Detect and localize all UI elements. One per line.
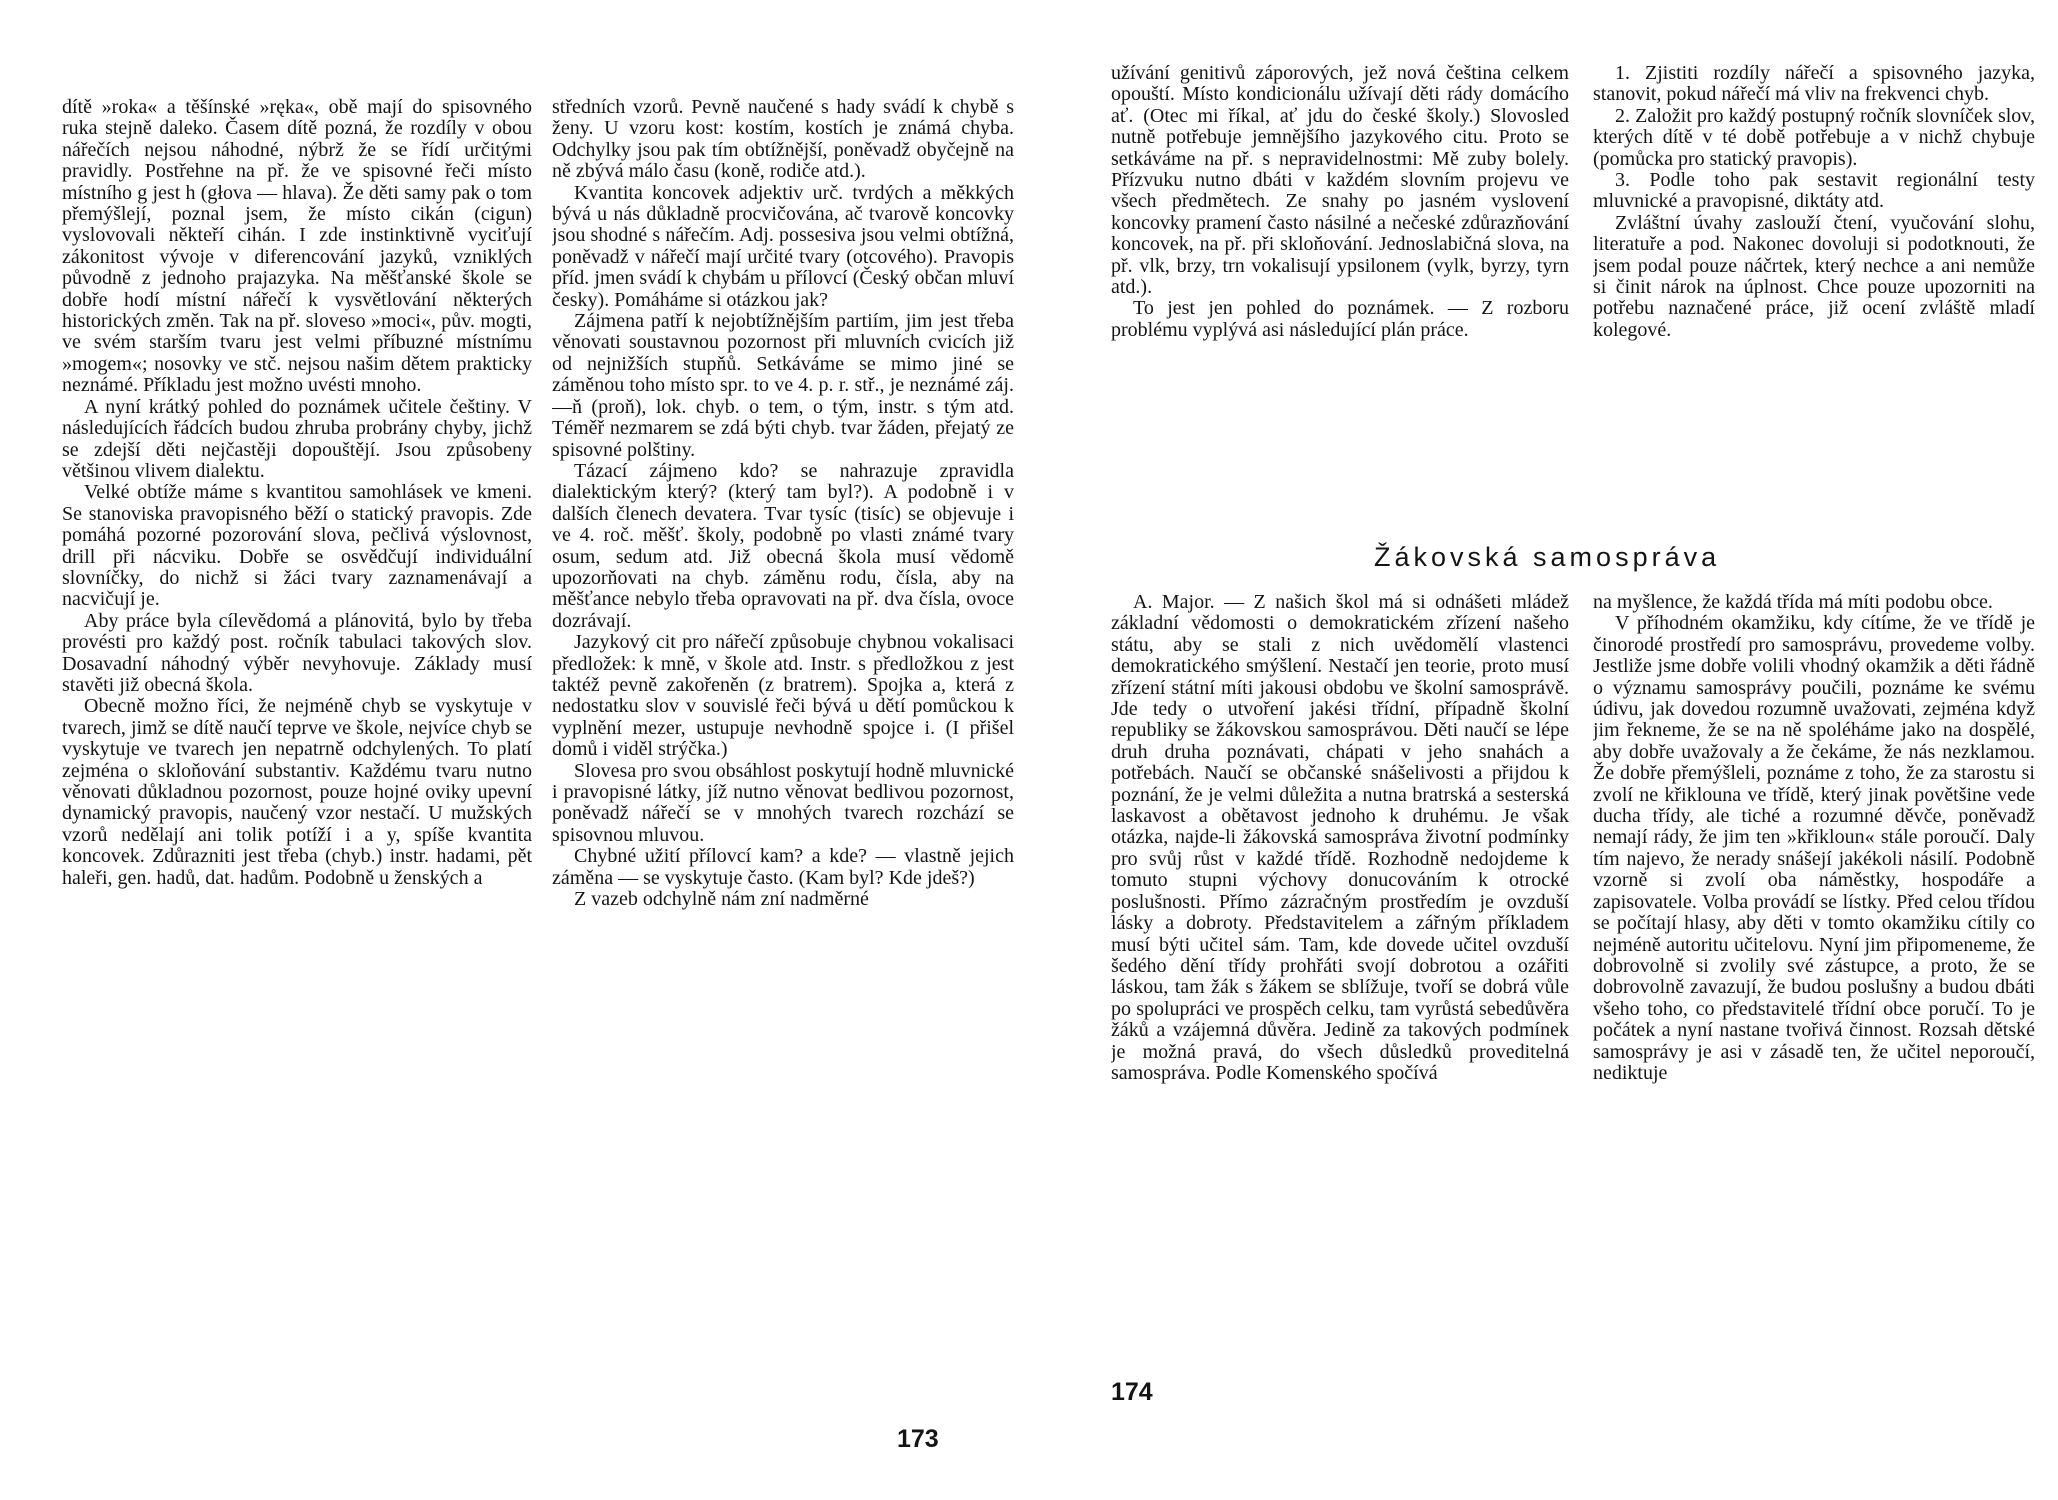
paragraph: Jazykový cit pro nářečí způsobuje chybnou vokalisaci předložek: k mně, v škole atd. Instr. s předložkou z jest taktéž pevně zakořeněn (z bratrem). Spojka a, která z nedostatku slov v souvislé řeči bývá u dětí pomůckou k vyplnění mezer, ustupuje nevhodně spojce i. (I přišel domů i viděl strýčka.) [552,631,1014,761]
paragraph: užívání genitivů záporových, jež nová čeština celkem opouští. Místo kondicionálu užívají děti rády domácího ať. (Otec mi říkal, ať jdu do české školy.) Slovosled nutně potřebuje jemnějšího jazykového citu. Proto se setkáváme na př. s nepravidelnostmi: Mě zuby bolely. Přízvuku nutno dbáti v každém slovním projevu ve všech předmětech. Ze snahy po jasném vyslovení koncovky pramení často násilné a nečeské zdůrazňování koncovek, na př. při skloňování. Jednoslabičná slova, na př. vlk, brzy, trn vokalisují ypsilonem (vylk, byrzy, tyrn atd.). [1111,63,1569,299]
paragraph: Zvláštní úvahy zaslouží čtení, vyučování slohu, literatuře a pod. Nakonec dovoluji si podotknouti, že jsem podal pouze náčrtek, který nechce a ani nemůže si činit nárok na úplnost. Chce pouze upozorniti na potřebu naznačené práce, již ocení zvláště mladí kolegové. [1593,211,2035,341]
paragraph: Zájmena patří k nejobtížnějším partiím, jim jest třeba věnovati soustavnou pozornost při mluvních cvicích již od nejnižších stupňů. Setkáváme se mimo jiné se záměnou toho místo spr. to ve 4. p. r. stř., je neznámé záj. —ň (proň), lok. chyb. o tem, o tým, instr. s tým atd. Téměř nezmarem se zdá býti chyb. tvar žáden, přejatý ze spisovné polštiny. [552,310,1014,461]
paragraph: Slovesa pro svou obsáhlost poskytují hodně mluvnické i pravopisné látky, jíž nutno věnovat bedlivou pozornost, poněvadž nářečí se v mnohých tvarech rozchází se spisovnou mluvou. [552,759,1014,846]
paragraph: Tázací zájmeno kdo? se nahrazuje zpravidla dialektickým který? (který tam byl?). A podobně i v dalších členech devatera. Tvar tysíc (tisíc) se objevuje i ve 4. roč. měšť. školy, podobně po vlasti známé tvary osum, sedum atd. Již obecná škola musí vědomě upozorňovati na chyb. záměnu rodu, čísla, aby na měšťance nebylo třeba opravovati na př. dva čísla, ovoce dozrávají. [552,459,1014,632]
paragraph: A. Major. — Z našich škol má si odnášeti mládež základní vědomosti o demokratickém zřízení našeho státu, aby se stali z nich uvědomělí vlastenci demokratického smýšlení. Nestačí jen teorie, proto musí zřízení státní míti jakousi obdobu ve školní samosprávě. Jde tedy o utvoření jakési třídní, případně školní republiky se žákovskou samosprávou. Děti naučí se lépe druh druha poznávati, chápati v jeho snahách a potřebách. Naučí se občanské snášelivosti a přijdou k poznání, že je velmi důležita a nutna bratrská a sesterská laskavost a obětavost jednoho k druhému. Je však otázka, najde-li žákovská samospráva životní podmínky pro svůj růst v každé třídě. Rozhodně nedojdeme k tomuto stupni výchovy donucováním k otrocké poslušnosti. Přímo zázračným prostředím je ovzduší lásky a dobroty. Představitelem a zářným příkladem musí býti učitel sám. Tam, kde dovede učitel ovzduší šedého dění třídy prohřáti svojí dobrotou a ozářiti láskou, tam žák s žákem se sblížuje, tvoří se dobrá vůle po spolupráci ve prospěch celku, tam vyrůstá sebedůvěra žáků a vzájemná důvěra. Jedině za takových podmínek je možná pravá, do všech důsledků proveditelná samospráva. Podle Komenského spočívá [1111,592,1569,1084]
paragraph: Kvantita koncovek adjektiv urč. tvrdých a měkkých bývá u nás důkladně procvičována, ač tvarově koncovky jsou shodné s nářečím. Adj. possesiva jsou velmi obtížná, poněvadž v nářečí mají určité tvary (otcového). Pravopis příd. jmen svádí k chybám u přílovcí (Český občan mluví česky). Pomáháme si otázkou jak? [552,181,1014,311]
section-heading: Žákovská samospráva [1374,542,1721,572]
right-page-column-1 [1111,63,1569,523]
paragraph: Chybné užití přílovcí kam? a kde? — vlastně jejich záměna — se vyskytuje často. (Kam byl? Kde jdeš?) [552,845,1014,889]
paragraph: Aby práce byla cílevědomá a plánovitá, bylo by třeba provésti pro každý post. ročník tabulaci takových slov. Dosavadní náhodný výběr nevyhovuje. Základy musí stavěti již obecná škola. [62,609,532,696]
paragraph: dítě »roka« a těšínské »ręka«, obě mají do spisovného ruka stejně daleko. Časem dítě pozná, že rozdíly v obou nářečích nejsou náhodné, nýbrž že se řídí určitými pravidly. Postřehne na př. že ve spisovné řeči místo místního g jest h (głova — hlava). Že děti samy pak o tom přemýšlejí, poznal jsem, že místo cikán (cigun) vyslovovali někteří cihán. I zde instinktivně vyciťují zákonitost vývoje v diferencování jazyků, vzniklých původně z jednoho prajazyka. Na měšťanské škole se dobře hodí místní nářečí k vysvětlování některých historických změn. Tak na př. sloveso »moci«, pův. mogti, ve svém starším tvaru jest velmi příbuzné místnímu »mogem«; nosovky ve stč. nejsou našim dětem prakticky neznámé. Příkladu jest možno uvésti mnoho. [62,97,532,397]
page-number: 174 [1111,1378,1153,1406]
paragraph: Obecně možno říci, že nejméně chyb se vyskytuje v tvarech, jimž se dítě naučí teprve ve škole, nejvíce chyb se vyskytuje ve tvarech jen nepatrně odchylených. To platí zejména o skloňování substantiv. Každému tvaru nutno věnovati důkladnou pozornost, pouze hojné oviky upevní dynamický pravopis, naučený vzor nestačí. U mužských vzorů nedělají ani tolik potíží i a y, spíše kvantita koncovek. Zdůrazniti jest třeba (chyb.) instr. hadami, pět haleři, gen. hadů, dat. hadům. Podobně u ženských a [62,695,532,889]
list-item: 2. Založit pro každý postupný ročník slovníček slov, kterých dítě v té době potřebuje a v nichž chybuje (pomůcka pro statický pravopis). [1593,104,2035,170]
right-page-column-4 [1593,592,2035,1372]
left-page-column-1 [62,97,532,1377]
right-page-column-3 [1111,592,1569,1372]
paragraph: To jest jen pohled do poznámek. — Z rozboru problému vyplývá asi následující plán práce. [1111,297,1569,341]
page-number: 173 [897,1425,939,1453]
right-page [1029,0,2058,1500]
paragraph: na myšlence, že každá třída má míti podobu obce. [1593,592,1993,613]
right-page-column-2 [1593,63,2035,523]
paragraph: A nyní krátký pohled do poznámek učitele češtiny. V následujících řádcích budou zhruba probrány chyby, jichž se zdejší děti nejčastěji dopouštějí. Jsou způsobeny většinou vlivem dialektu. [62,395,532,482]
list-item: 3. Podle toho pak sestavit regionální testy mluvnické a pravopisné, diktáty atd. [1593,169,2035,213]
paragraph: středních vzorů. Pevně naučené s hady svádí k chybě s ženy. U vzoru kost: kostím, kostích je známá chyba. Odchylky jsou pak tím obtížnější, poněvadž obyčejně na ně zbývá málo času (koně, rodiče atd.). [552,97,1014,183]
list-item: 1. Zjistiti rozdíly nářečí a spisovného jazyka, stanovit, pokud nářečí má vliv na frekvenci chyb. [1593,63,2035,106]
paragraph: Velké obtíže máme s kvantitou samohlásek ve kmeni. Se stanoviska pravopisného běží o statický pravopis. Zde pomáhá pozorné pozorování slova, pečlivá výslovnost, drill při nácviku. Dobře se osvědčují individuální slovníčky, do nichž si žáci tvary zaznamenávají a nacvičují je. [62,481,532,611]
left-page-column-2 [552,97,1014,1377]
paragraph: Z vazeb odchylně nám zní nadměrné [574,888,869,911]
paragraph: V příhodném okamžiku, kdy cítíme, že ve třídě je činorodé prostředí pro samosprávu, provedeme volby. Jestliže jsme dobře volili vhodný okamžik a děti řádně o významu samosprávy poučili, poznáme ke svému údivu, jak dovedou rozumně uvažovati, zejména když jim řekneme, že se na ně spoléháme jako na dospělé, aby dobře uvažovaly a že čekáme, že nás nezklamou. Že dobře přemýšleli, poznáme z toho, že za starostu si zvolí ne křiklouna ve třídě, který jinak povětšine vede ducha třídy, ale tiché a rozumné děvče, poněvadž nemají rády, že jim ten »křikloun« stále poroučí. Daly tím najevo, že nerady snášejí jakékoli násilí. Podobně vzorně si zvolí oba náměstky, hospodáře a zapisovatele. Volba provádí se lístky. Před celou třídou se počítají hlasy, aby děti v tomto okamžiku cítily co nejméně autoritu učitelovu. Nyní jim připomeneme, že dobrovolně si zvolily své zástupce, a proto, že se dobrovolně zavazují, že budou poslušny a budou dbáti všeho toho, co představitelé třídní obce poručí. To je počátek a nyní nastane tvořivá činnost. Rozsah dětské samosprávy je asi v zásadě ten, že učitel neporoučí, nediktuje [1593,612,2035,1084]
